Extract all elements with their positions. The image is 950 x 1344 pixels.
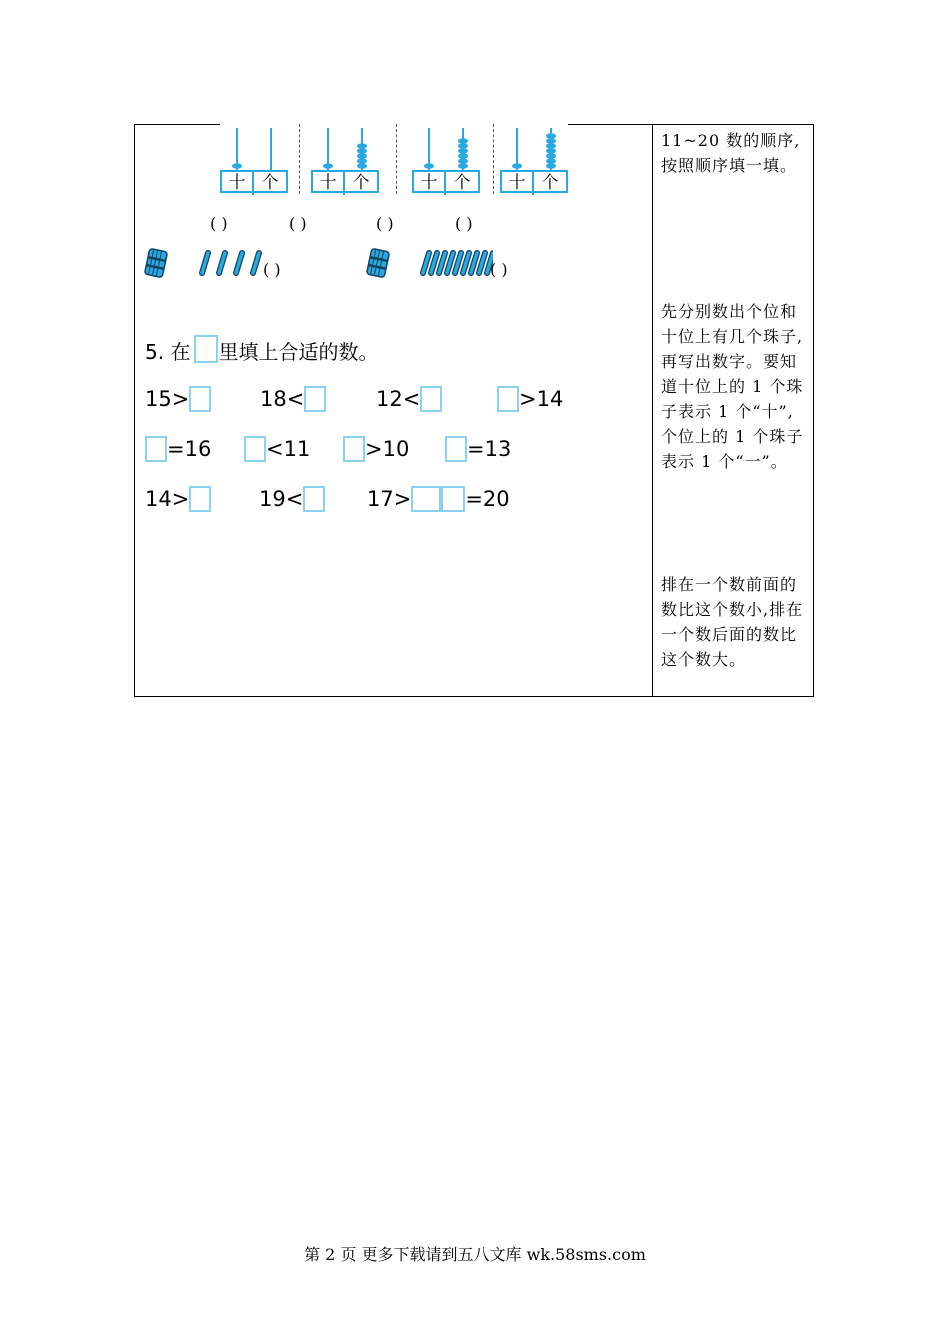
tens-label: 十 — [222, 172, 254, 195]
answer-box[interactable] — [445, 436, 467, 462]
abacus-bead — [546, 158, 556, 164]
abacus-bead — [458, 158, 468, 164]
abacus-bead — [546, 143, 556, 149]
abacus-bead — [546, 163, 556, 169]
abacus-bead — [546, 148, 556, 154]
q5-item: <11 — [244, 436, 310, 462]
q5-item: 12< — [376, 386, 442, 412]
abacus-4 — [500, 126, 568, 194]
abacus-bead — [458, 153, 468, 159]
answer-box-sample — [194, 335, 218, 363]
abacus-bead — [458, 163, 468, 169]
q5-item: =13 — [445, 436, 511, 462]
q5-item: >10 — [343, 436, 409, 462]
answer-blank[interactable]: ( ) — [210, 214, 228, 233]
answer-box[interactable] — [343, 436, 365, 462]
stick-bundle-icon — [365, 247, 391, 279]
answer-blank[interactable]: ( ) — [490, 260, 508, 279]
abacus-bead — [546, 153, 556, 159]
abacus-bead — [512, 163, 522, 169]
abacus-bead — [546, 138, 556, 144]
ones-label: 个 — [352, 173, 370, 193]
abacus-3 — [412, 126, 480, 194]
tens-label: 十 — [313, 172, 345, 195]
loose-sticks-9 — [417, 250, 493, 276]
abacus-bead — [357, 158, 367, 164]
abacus-bead — [357, 143, 367, 149]
abacus-bead — [458, 138, 468, 144]
answer-box[interactable] — [145, 436, 167, 462]
abacus-bead — [232, 163, 242, 169]
column-divider — [652, 124, 653, 697]
answer-box[interactable] — [189, 486, 211, 512]
answer-box[interactable] — [441, 486, 465, 512]
page-footer: 第 2 页 更多下载请到五八文库 wk.58sms.com — [304, 1245, 646, 1264]
abacus-bead — [323, 163, 333, 169]
stick-bundle-icon — [143, 247, 169, 279]
ones-label: 个 — [541, 173, 559, 193]
answer-box[interactable] — [189, 386, 211, 412]
answer-blank[interactable]: ( ) — [289, 214, 307, 233]
q5-item: =16 — [145, 436, 211, 462]
abacus-1 — [220, 126, 288, 194]
abacus-bead — [458, 143, 468, 149]
note-compare: 排在一个数前面的数比这个数小,排在一个数后面的数比这个数大。 — [661, 575, 804, 669]
abacus-bead — [357, 163, 367, 169]
ones-label: 个 — [453, 173, 471, 193]
q5-item: 14> — [145, 486, 211, 512]
answer-blank[interactable]: ( ) — [455, 214, 473, 233]
tens-label: 十 — [502, 172, 534, 195]
answer-box[interactable] — [411, 486, 441, 512]
answer-blank[interactable]: ( ) — [376, 214, 394, 233]
q5-item: >14 — [497, 386, 563, 412]
q5-item: 15> — [145, 386, 211, 412]
abacus-bead — [357, 153, 367, 159]
answer-box[interactable] — [244, 436, 266, 462]
note-sequence: 11~20 数的顺序,按照顺序填一填。 — [661, 131, 801, 175]
tens-label: 十 — [414, 172, 446, 195]
answer-box[interactable] — [420, 386, 442, 412]
q5-item: 18< — [260, 386, 326, 412]
note-abacus: 先分别数出个位和十位上有几个珠子,再写出数字。要知道十位上的 1 个珠子表示 1 个“十”,个位上的 1 个珠子表示 1 个“一”。 — [661, 302, 804, 471]
answer-blank[interactable]: ( ) — [263, 260, 281, 279]
q5-item: 17> =20 — [367, 487, 510, 511]
loose-sticks-4 — [196, 250, 268, 276]
abacus-bead — [546, 133, 556, 139]
abacus-bead — [357, 148, 367, 154]
answer-box[interactable] — [497, 386, 519, 412]
ones-label: 个 — [261, 173, 279, 193]
question-5-title: 5. 在 里填上合适的数。 — [145, 340, 379, 364]
q5-item: 19< — [259, 486, 325, 512]
abacus-2 — [311, 126, 379, 194]
abacus-bead — [458, 148, 468, 154]
abacus-bead — [424, 163, 434, 169]
answer-box[interactable] — [303, 486, 325, 512]
answer-box[interactable] — [304, 386, 326, 412]
